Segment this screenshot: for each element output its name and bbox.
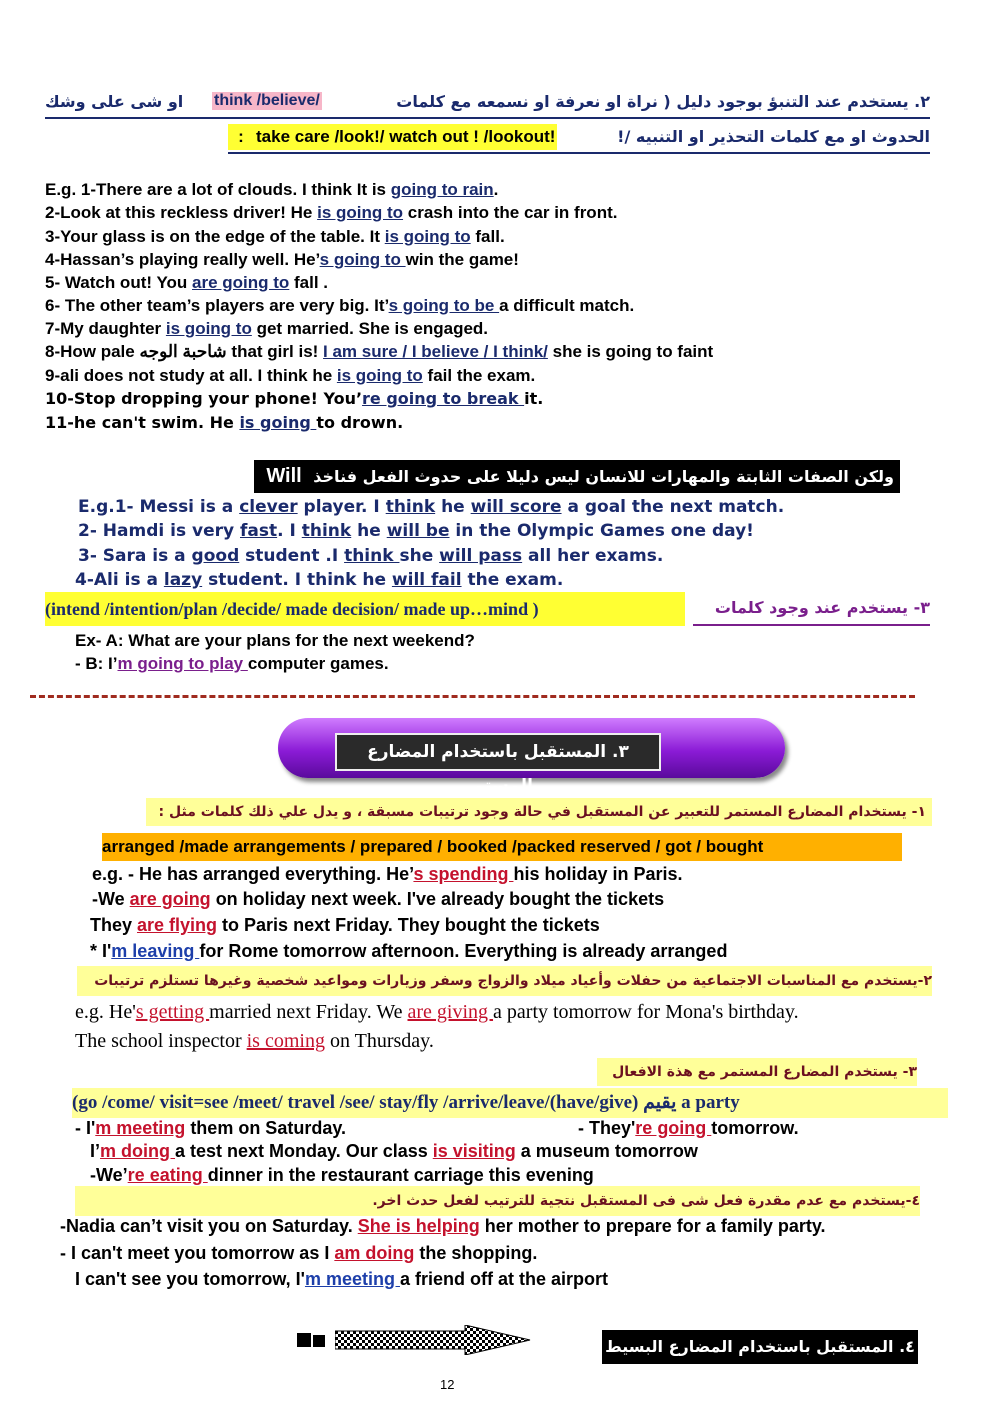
cont2-ex1-verb: s getting: [135, 1001, 210, 1023]
cont3-example-line: [90, 1141, 698, 1162]
example-pre: 11-he can't swim. He: [45, 413, 240, 432]
example-verb: are going to: [192, 273, 290, 292]
cont4-ex-post: a friend off at the airport: [399, 1269, 608, 1289]
will-example-part: student .I: [239, 546, 345, 566]
dialog-b-pre: - B: I’: [75, 654, 118, 673]
example-verb: re going to break: [362, 389, 525, 408]
cont3-ex-verb: m meeting: [95, 1118, 186, 1138]
will-example-line: [78, 521, 754, 541]
squares-icon: [297, 1333, 325, 1352]
cont4-ex-pre: -Nadia can’t visit you on Saturday.: [60, 1216, 358, 1236]
example-line: [45, 366, 535, 386]
example-pre: 7-My daughter: [45, 319, 166, 338]
cont1-ex-pre: * I': [90, 941, 112, 961]
cont1-example-line: [92, 889, 664, 910]
cont1-ex-pre: They: [90, 915, 138, 935]
example-pre: 5- Watch out! You: [45, 273, 193, 292]
example-pre: 8-How pale شاحبة الوجه that girl is!: [45, 342, 324, 361]
cont3-example-line: [90, 1165, 594, 1186]
example-pre: 10-Stop dropping your phone! You’: [45, 389, 363, 408]
rule2-underline-2: [228, 152, 930, 154]
example-pre: 6- The other team’s players are very big. It’: [45, 296, 389, 315]
will-example-part: fast: [240, 521, 278, 541]
rule2-colon: :: [228, 124, 254, 150]
cont3-ex-pre: -We’: [90, 1165, 128, 1185]
example-pre: 4-Hassan’s playing really well. He’: [45, 250, 320, 269]
example-line: [45, 273, 328, 293]
rule3-arabic: ٣- يستخدم عند وجود كلمات: [714, 598, 930, 617]
will-example-part: good: [191, 546, 240, 566]
cont4-ex-verb: am doing: [334, 1243, 415, 1263]
will-example-part: a goal the next match.: [561, 497, 785, 517]
cont3-ex-verb: re eating: [127, 1165, 208, 1185]
cont2-ex2-pre: The school inspector: [75, 1030, 247, 1052]
example-line: [45, 180, 498, 200]
example-post: get married. She is engaged.: [251, 319, 489, 338]
example-line: [45, 227, 505, 247]
example-post: win the game!: [405, 250, 519, 269]
will-example-part: think: [344, 546, 400, 566]
will-example-part: he: [351, 521, 387, 541]
example-line: [45, 296, 634, 316]
example-post: a difficult match.: [499, 296, 635, 315]
will-example-part: think: [301, 521, 352, 541]
will-example-part: she: [399, 546, 440, 566]
cont3-ex-pre: - I': [75, 1118, 96, 1138]
cont2-ex1-verb2: are giving: [407, 1001, 494, 1023]
cont3-ex-pre: I’: [90, 1141, 101, 1161]
cont3-ex-post: tomorrow.: [711, 1118, 799, 1138]
dialog-b: [75, 654, 389, 674]
dialog-a: Ex- A: What are your plans for the next weekend?: [75, 631, 475, 650]
cont4-example-line: [60, 1216, 826, 1237]
will-example-part: will be: [386, 521, 450, 541]
cont2-ex2-verb: is coming: [246, 1030, 325, 1052]
cont1-ex-post: on holiday next week. I've already bought the tickets: [210, 889, 665, 909]
will-example-part: all her exams.: [522, 546, 664, 566]
section4-title: ٤. المستقبل باستخدام المضارع البسيط: [602, 1330, 918, 1364]
example-verb: is going to: [317, 203, 404, 222]
example-line: [45, 389, 543, 408]
cont4-ex-verb: m meeting: [304, 1269, 400, 1289]
example-pre: E.g. 1-There are a lot of clouds. I think It is: [45, 180, 391, 199]
cont4-ex-verb: She is helping: [357, 1216, 480, 1236]
cont1-ex-pre: -We: [92, 889, 130, 909]
rule2-warning-words: take care /look!/ watch out ! /lookout!: [254, 124, 557, 150]
cont1-words: arranged /made arrangements / prepared / booked /packed reserved / got / bought: [102, 833, 902, 861]
will-example-part: the exam.: [461, 570, 564, 590]
cont2-ex2-post: on Thursday.: [324, 1030, 434, 1052]
cont3-example-line: [578, 1118, 799, 1139]
rule2-keywords: think /believe/: [214, 92, 320, 109]
cont1-ex-post: for Rome tomorrow afternoon. Everything is already arranged: [199, 941, 728, 961]
example-verb: is going: [239, 413, 317, 432]
will-example-part: . I: [277, 521, 302, 541]
example-pre: 2-Look at this reckless driver! He: [45, 203, 318, 222]
cont3-ex-verb: re going: [635, 1118, 712, 1138]
cont1-ex-verb: m leaving: [111, 941, 200, 961]
will-example-line: [75, 570, 563, 590]
cont4-ex-pre: - I can't meet you tomorrow as I: [60, 1243, 335, 1263]
example-post: it.: [524, 389, 544, 408]
rule2-underline: [45, 117, 930, 119]
example-line: [45, 203, 617, 223]
cont3-ex-post2: a museum tomorrow: [515, 1141, 698, 1161]
cont1-example-line: [92, 864, 683, 885]
will-example-part: will pass: [439, 546, 523, 566]
will-rule-text: ولكن الصفات الثابتة والمهارات للانسان ليس دليلا على حدوث الفعل فناخذ: [313, 467, 894, 486]
cont4-arabic: ٤-يستخدم مع عدم مقدرة فعل شى فى المستقبل نتجية للترتيب لفعل حدث اخر.: [75, 1186, 920, 1216]
cont1-example-line: [90, 941, 727, 962]
cont2-example-1: [75, 1001, 799, 1024]
rule3-underline: [693, 624, 930, 626]
cont3-ex-pre: - They': [578, 1118, 636, 1138]
will-example-part: E.g.1- Messi is a: [78, 497, 240, 517]
will-example-part: will fail: [391, 570, 462, 590]
cont3-words: (go /come/ visit=see /meet/ travel /see/ stay/fly /arrive/leave/(have/give) يقيم a party: [72, 1088, 948, 1118]
cont1-example-line: [90, 915, 600, 936]
will-example-part: think: [385, 497, 436, 517]
cont2-example-2: [75, 1030, 434, 1053]
example-verb: I am sure / I believe / I think/: [323, 342, 548, 361]
section3-title: ٣. المستقبل باستخدام المضارع المستمر: [335, 733, 661, 771]
cont3-ex-post: a test next Monday. Our class: [175, 1141, 433, 1161]
rule3-words: (intend /intention/plan /decide/ made decision/ made up…mind ): [45, 592, 685, 626]
cont1-arabic: ١- يستخدام المضارع المستمر للتعبير عن المستقبل في حالة وجود ترتيبات مسبقة ، و يدل علي ذلك كلمات مثل :: [146, 798, 932, 826]
cont3-ex-verb: m doing: [100, 1141, 176, 1161]
cont4-ex-post: her mother to prepare for a family party.: [479, 1216, 826, 1236]
will-example-part: clever: [239, 497, 298, 517]
cont4-example-line: [75, 1269, 608, 1290]
example-line: [45, 413, 403, 432]
example-post: crash into the car in front.: [403, 203, 618, 222]
example-post: .: [493, 180, 499, 199]
example-post: she is going to faint: [547, 342, 714, 361]
cont1-ex-verb: are going: [129, 889, 211, 909]
will-example-part: student. I think he: [202, 570, 392, 590]
dialog-b-verb: m going to play: [117, 654, 248, 673]
cont1-ex-verb: are flying: [137, 915, 218, 935]
example-verb: s going to be: [388, 296, 500, 315]
cont2-arabic: ٢-يستخدم مع المناسبات الاجتماعية من حفلات وأعياد ميلاد والزواج وسفر وزيارات ومواعيد شخصية وغيرها تستلزم ترتيبات: [77, 966, 932, 996]
cont1-ex-pre: e.g. - He has arranged everything. He’: [92, 864, 414, 884]
example-line: [45, 250, 519, 270]
cont1-ex-verb: s spending: [413, 864, 514, 884]
will-example-line: [78, 497, 784, 517]
cont3-ex-post: them on Saturday.: [185, 1118, 347, 1138]
example-verb: is going to: [336, 366, 423, 385]
example-pre: 9-ali does not study at all. I think he: [45, 366, 337, 385]
cont3-ex-post: dinner in the restaurant carriage this evening: [207, 1165, 594, 1185]
cont2-ex1-pre: e.g. He': [75, 1001, 136, 1023]
cont1-ex-post: to Paris next Friday. They bought the tickets: [217, 915, 600, 935]
page-number: 12: [440, 1377, 455, 1392]
will-example-part: player. I: [297, 497, 386, 517]
example-post: fall .: [289, 273, 329, 292]
section-divider: [30, 695, 915, 698]
will-example-part: he: [435, 497, 471, 517]
will-example-part: lazy: [163, 570, 203, 590]
example-verb: is going to: [384, 227, 471, 246]
will-example-line: [78, 546, 663, 566]
example-post: fall.: [470, 227, 505, 246]
cont4-example-line: [60, 1243, 537, 1264]
example-line: [45, 342, 713, 362]
rule2-line2-right: الحدوث او مع كلمات التحذير او التنبيه /!: [617, 127, 930, 146]
will-example-part: 2- Hamdi is very: [78, 521, 240, 541]
cont4-ex-pre: I can't see you tomorrow, I': [75, 1269, 305, 1289]
will-example-part: in the Olympic Games one day!: [449, 521, 754, 541]
example-post: fail the exam.: [422, 366, 536, 385]
rule2-line1-left: او شى على وشك: [45, 92, 184, 111]
will-example-part: will score: [470, 497, 562, 517]
example-line: [45, 319, 488, 339]
example-verb: going to rain: [390, 180, 494, 199]
example-verb: is going to: [165, 319, 252, 338]
cont4-ex-post: the shopping.: [414, 1243, 538, 1263]
right-arrow-icon: [335, 1325, 533, 1355]
cont3-example-line: [75, 1118, 346, 1139]
will-example-part: 4-Ali is a: [75, 570, 164, 590]
rule2-line1-right: ٢. يستخدم عند التنبؤ بوجود دليل ( نراة او نعرفة او نسمعه مع كلمات: [396, 92, 930, 111]
will-example-part: 3- Sara is a: [78, 546, 192, 566]
cont3-arabic: ٣- يستخدم المضارع المستمر مع هذة الافعال: [597, 1058, 917, 1086]
example-post: to drown.: [316, 413, 404, 432]
example-verb: s going to: [319, 250, 406, 269]
cont3-ex-verb2: is visiting: [432, 1141, 516, 1161]
cont1-ex-post: his holiday in Paris.: [513, 864, 683, 884]
will-rule-tail: مثل :: [857, 500, 900, 519]
cont2-ex1-mid: married next Friday. We: [209, 1001, 408, 1023]
will-word: Will: [266, 465, 302, 487]
example-pre: 3-Your glass is on the edge of the table. It: [45, 227, 385, 246]
cont2-ex1-post: a party tomorrow for Mona's birthday.: [493, 1001, 799, 1023]
dialog-b-post: computer games.: [247, 654, 389, 673]
